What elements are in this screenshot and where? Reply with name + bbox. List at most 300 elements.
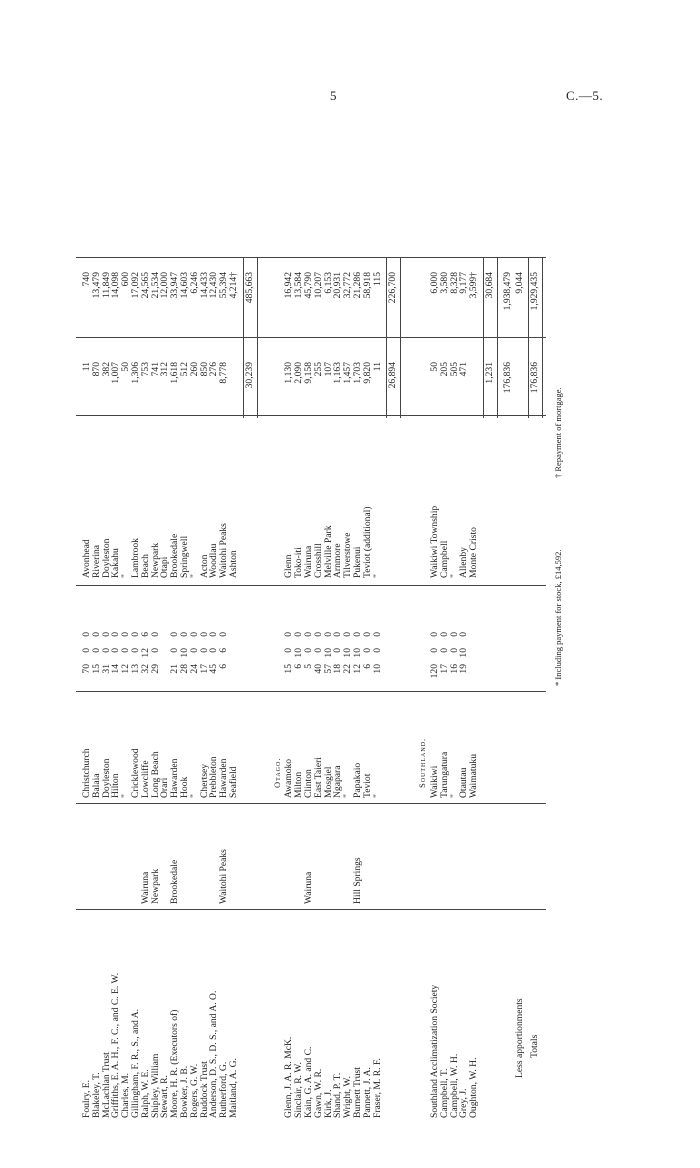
purchase-amount: 21,534	[149, 272, 161, 299]
price-shillings: 0	[361, 648, 373, 653]
price-pence: 0	[81, 632, 92, 637]
price-pence: 0	[208, 632, 220, 637]
owner-name: Fraser, M. R. F.	[371, 1058, 383, 1118]
area-acres: 1,306	[130, 362, 141, 384]
section-heading-southland: Southland.	[417, 737, 428, 788]
owner-name: Rogers, G. W.	[188, 1063, 200, 1118]
purchase-amount: 6,246	[188, 272, 200, 294]
block-name: Avonhead	[81, 539, 92, 578]
owner-name: Shipley, William	[149, 1053, 161, 1118]
owner-name: Pannett, J. A.	[361, 1067, 373, 1118]
block-name: Newpark	[149, 542, 161, 578]
table-row	[92, 118, 102, 1118]
totals-row	[530, 118, 540, 1118]
block-name: Wairuna	[303, 545, 314, 578]
owner-name: Campbell, W. H.	[448, 1053, 460, 1118]
page-reference: C.—5.	[566, 88, 604, 103]
locality: Seafield	[228, 766, 239, 798]
owner-name: Bowker, J. B.	[179, 1065, 190, 1118]
price-pence: 0	[312, 632, 324, 637]
price-pounds: 13	[130, 664, 141, 674]
price-pence: 0	[458, 632, 470, 637]
area-acres: 1,457	[342, 362, 354, 384]
price-pounds: 32	[139, 664, 151, 674]
owner-name: Sinclair, R. W.	[293, 1062, 305, 1118]
farm-name: Hill Springs	[352, 857, 363, 904]
owner-name: Campbell, T.	[438, 1068, 450, 1118]
column-rule	[76, 257, 546, 258]
price-pounds: 40	[312, 664, 324, 674]
price-pounds: 19	[458, 664, 470, 674]
area-acres: 512	[179, 362, 190, 377]
price-pounds: 57	[322, 664, 334, 674]
price-pounds: 29	[149, 664, 161, 674]
footnote-mortgage: † Repayment of mortgage.	[553, 387, 564, 478]
price-shillings: 0	[303, 648, 314, 653]
locality: Balaia	[90, 773, 102, 798]
less-apportionments-amount: 9,044	[513, 272, 525, 294]
area-acres: 11	[81, 362, 92, 372]
area-acres: 8,778	[218, 362, 230, 384]
price-shillings: 10	[342, 648, 354, 658]
table-row	[209, 118, 219, 1118]
table-row	[160, 118, 170, 1118]
block-name: Crosshill	[312, 543, 324, 578]
table-row	[170, 118, 180, 1118]
block-name: "	[188, 574, 200, 578]
block-name: Allenby	[458, 547, 470, 578]
subtotal-amount: 226,700	[387, 272, 399, 304]
price-shillings: 0	[81, 648, 92, 653]
area-acres: 9,820	[361, 362, 373, 384]
block-name: "	[371, 574, 383, 578]
price-pence: 0	[120, 632, 132, 637]
price-shillings: 0	[429, 648, 440, 653]
price-shillings: 0	[100, 648, 112, 653]
area-acres: 2,090	[293, 362, 305, 384]
table-row	[353, 118, 363, 1118]
purchase-amount: 115	[371, 272, 383, 287]
block-name: Waitohi Peaks	[218, 523, 230, 578]
table-row	[373, 118, 383, 1118]
area-acres: 50	[429, 362, 440, 372]
owner-name: Gillingham, F. R., S., and A.	[130, 1008, 141, 1118]
purchase-amount: 13,584	[293, 272, 305, 299]
purchase-amount: 14,603	[179, 272, 190, 299]
area-acres: 753	[139, 362, 151, 377]
price-pence: 0	[371, 632, 383, 637]
area-acres: 1,130	[283, 362, 295, 384]
price-shillings: 0	[448, 648, 460, 653]
area-acres: 741	[149, 362, 161, 377]
table-row	[121, 118, 131, 1118]
locality: Milton	[293, 771, 305, 798]
price-pounds: 45	[208, 664, 220, 674]
owner-name: Shand, P. T.	[332, 1072, 344, 1118]
owner-name: Maitland, A. G.	[228, 1058, 239, 1118]
purchase-amount: 12,000	[159, 272, 171, 299]
locality: Hawarden	[169, 758, 181, 798]
price-shillings: 0	[332, 648, 344, 653]
owner-name: Anderson, D. S., D. S., and A. O.	[208, 990, 220, 1118]
area-acres: 9,158	[303, 362, 314, 384]
block-name: Pukenui	[352, 546, 363, 578]
table-row	[314, 118, 324, 1118]
price-pence: 0	[149, 632, 161, 637]
locality: "	[371, 794, 383, 798]
price-pounds: 14	[110, 664, 122, 674]
locality: Prebbleton	[208, 756, 220, 798]
purchase-amount: 11,849	[100, 272, 112, 299]
owner-name: Griffiths, E. A. H., F. C., and C. E. W.	[110, 972, 122, 1118]
purchase-amount: 740	[81, 272, 92, 287]
block-name: Teviot (additional)	[361, 506, 373, 578]
locality: Ngapara	[332, 765, 344, 798]
purchase-amount: 9,177	[458, 272, 470, 294]
owner-name: Oughton, W. H.	[468, 1057, 480, 1118]
owner-name: Wright, W.	[342, 1076, 354, 1118]
rule	[400, 258, 401, 418]
price-shillings: 0	[90, 648, 102, 653]
block-name: Tilverstowe	[342, 532, 354, 578]
page-number: 5	[330, 88, 337, 103]
area-acres: 382	[100, 362, 112, 377]
table-row	[343, 118, 353, 1118]
locality: Otautau	[458, 767, 470, 798]
table-row	[304, 118, 314, 1118]
block-name: Monte Cristo	[468, 527, 480, 578]
farm-name: Wairuna	[139, 871, 151, 904]
block-name: Kakahu	[110, 548, 122, 578]
area-acres: 260	[188, 362, 200, 377]
purchase-amount: 24,565	[139, 272, 151, 299]
price-pounds: 31	[100, 664, 112, 674]
owner-name: Foulry, E.	[81, 1079, 92, 1118]
locality: Mosgiel	[322, 766, 334, 798]
purchase-amount: 10,207	[312, 272, 324, 299]
price-shillings: 0	[130, 648, 141, 653]
area-acres: 850	[198, 362, 210, 377]
price-shillings: 0	[110, 648, 122, 653]
block-name: Otapi	[159, 556, 171, 578]
price-pence: 0	[438, 632, 450, 637]
purchase-amount: 8,328	[448, 272, 460, 294]
rotated-table-frame	[76, 118, 564, 1118]
table-row	[190, 118, 200, 1118]
table-row	[284, 118, 294, 1118]
price-pounds: 12	[120, 664, 132, 674]
price-pence: 0	[429, 632, 440, 637]
area-acres: 11	[371, 362, 383, 372]
subtotal-area: 1,231	[484, 362, 495, 384]
purchase-amount: 21,286	[352, 272, 363, 299]
price-pence: 0	[188, 632, 200, 637]
table-row	[180, 118, 190, 1118]
price-shillings: 0	[312, 648, 324, 653]
locality: Waimatuku	[468, 754, 480, 798]
column-rule	[76, 415, 546, 416]
locality: Cricklewood	[130, 748, 141, 798]
table-row	[450, 118, 460, 1118]
block-name: Beach	[139, 554, 151, 578]
price-shillings: 0	[283, 648, 295, 653]
area-acres: 205	[438, 362, 450, 377]
table-row	[151, 118, 161, 1118]
purchase-amount: 12,430	[208, 272, 220, 299]
area-acres: 870	[90, 362, 102, 377]
rule	[542, 258, 543, 418]
table-row	[200, 118, 210, 1118]
owner-name: Kain, G. A. and C.	[303, 1046, 314, 1118]
price-shillings: 0	[188, 648, 200, 653]
purchase-amount: 32,772	[342, 272, 354, 299]
locality: Papakaio	[352, 762, 363, 798]
owner-name: Rutherford, G.	[218, 1061, 230, 1118]
table-row	[131, 118, 141, 1118]
farm-name: Waitohi Peaks	[218, 849, 230, 904]
locality: "	[342, 794, 354, 798]
block-name: Ashton	[228, 550, 239, 578]
price-pounds: 24	[188, 664, 200, 674]
totals-area: 176,836	[529, 362, 541, 394]
locality: Hawarden	[218, 758, 230, 798]
price-pence: 0	[130, 632, 141, 637]
area-acres: 50	[120, 362, 132, 372]
block-name: "	[448, 574, 460, 578]
owner-name: McLachlan Trust	[100, 1052, 112, 1118]
owner-name: Ruddock Trust	[198, 1061, 210, 1118]
farm-name: Newpark	[149, 868, 161, 904]
block-name: Waikiwi Township	[429, 505, 440, 578]
price-pounds: 120	[429, 664, 440, 679]
price-pounds: 21	[169, 664, 181, 674]
price-pence: 0	[361, 632, 373, 637]
purchase-amount: 13,479	[90, 272, 102, 299]
locality: Orari	[159, 777, 171, 798]
price-pounds: 6	[361, 664, 373, 669]
subtotal-area: 26,894	[387, 362, 399, 389]
table-row	[102, 118, 112, 1118]
owner-name: Southland Acclimatization Society	[429, 984, 440, 1118]
purchase-amount: 6,153	[322, 272, 334, 294]
owner-name: Stewart, R.	[159, 1075, 171, 1118]
purchase-amount: 16,942	[283, 272, 295, 299]
purchase-amount: 3,580	[438, 272, 450, 294]
footnote-stock: * Including payment for stock, £14,592.	[553, 549, 564, 686]
purchase-amount: 14,433	[198, 272, 210, 299]
subtotal-row	[485, 118, 495, 1118]
owner-name: Ralph, W. E.	[139, 1069, 151, 1118]
locality: "	[188, 794, 200, 798]
grand-total-row	[503, 118, 513, 1118]
price-pence: 0	[169, 632, 181, 637]
price-pounds: 15	[90, 664, 102, 674]
price-pence: 0	[322, 632, 334, 637]
block-name: Doyleston	[100, 538, 112, 578]
table-row	[469, 118, 479, 1118]
farm-name: Brookedale	[169, 859, 181, 904]
price-shillings: 10	[293, 648, 305, 658]
purchase-amount: 58,918	[361, 272, 373, 299]
price-pounds: 17	[198, 664, 210, 674]
price-shillings: 10	[352, 648, 363, 658]
purchase-amount: 600	[120, 272, 132, 287]
price-pence: 0	[100, 632, 112, 637]
locality: "	[120, 794, 132, 798]
price-pounds: 17	[438, 664, 450, 674]
locality: Long Beach	[149, 751, 161, 798]
owner-name: Moore, H. R. (Executors of)	[169, 1009, 181, 1118]
locality: Hook	[179, 776, 190, 798]
price-shillings: 10	[458, 648, 470, 658]
owner-name: Kirk, J.	[322, 1089, 334, 1118]
block-name: Brookedale	[169, 533, 181, 578]
price-pounds: 70	[81, 664, 92, 674]
price-pounds: 16	[448, 664, 460, 674]
locality: Hilton	[110, 773, 122, 798]
price-shillings: 6	[218, 648, 230, 653]
owner-name: Glenn, J. A. R. McK.	[283, 1036, 295, 1118]
purchase-amount: 33,947	[169, 272, 181, 299]
table-row	[324, 118, 334, 1118]
table-row	[333, 118, 343, 1118]
table-row	[363, 118, 373, 1118]
area-acres: 1,618	[169, 362, 181, 384]
totals-label: Totals	[529, 1034, 541, 1058]
purchase-amount: 55,394	[218, 272, 230, 299]
price-pounds: 18	[332, 664, 344, 674]
area-acres: 1,163	[332, 362, 344, 384]
price-pence: 0	[303, 632, 314, 637]
purchase-amount: 20,931	[332, 272, 344, 299]
price-pence: 0	[293, 632, 305, 637]
block-name: Arnmore	[332, 543, 344, 578]
locality: "	[448, 794, 460, 798]
price-pounds: 28	[179, 664, 190, 674]
purchase-amount: 17,092	[130, 272, 141, 299]
column-rule	[76, 691, 546, 692]
grand-amount: 1,938,479	[501, 272, 513, 311]
block-name: Riverina	[90, 544, 102, 578]
owner-name: Burnett Trust	[352, 1067, 363, 1118]
price-shillings: 0	[208, 648, 220, 653]
column-rule	[76, 337, 546, 338]
farm-name: Wairuna	[303, 871, 314, 904]
locality: Chertsey	[198, 763, 210, 798]
section-heading-otago: Otago.	[271, 757, 282, 788]
table-row	[459, 118, 469, 1118]
locality: Tarungatura	[438, 751, 450, 798]
locality: Clinton	[303, 769, 314, 798]
price-shillings: 0	[198, 648, 210, 653]
price-shillings: 0	[371, 648, 383, 653]
area-acres: 1,703	[352, 362, 363, 384]
price-pence: 0	[448, 632, 460, 637]
locality: Christchurch	[81, 748, 92, 798]
column-rule	[76, 585, 546, 586]
block-name: Acton	[198, 554, 210, 578]
area-acres: 312	[159, 362, 171, 377]
block-name: Toko-iti	[293, 547, 305, 578]
purchase-amount: 6,000	[429, 272, 440, 294]
price-pounds: 5	[303, 664, 314, 669]
block-name: Glenn	[283, 554, 295, 578]
locality: East Taieri	[312, 757, 324, 798]
rule	[257, 258, 258, 418]
locality: Teviot	[361, 773, 373, 798]
block-name: Lambrook	[130, 538, 141, 578]
column-rule	[76, 803, 546, 804]
purchase-amount: 14,098	[110, 272, 122, 299]
block-name: Melville Park	[322, 525, 334, 578]
price-pence: 0	[90, 632, 102, 637]
area-acres: 107	[322, 362, 334, 377]
price-pence: 0	[283, 632, 295, 637]
price-pence: 0	[110, 632, 122, 637]
grand-area: 176,836	[501, 362, 513, 394]
price-pounds: 6	[218, 664, 230, 669]
less-apportionments-label: Less apportionments	[513, 998, 525, 1078]
owner-name: Blakeley, T.	[90, 1072, 102, 1118]
block-name: Woodlau	[208, 543, 220, 578]
price-pence: 0	[218, 632, 230, 637]
area-acres: 1,007	[110, 362, 122, 384]
price-shillings: 0	[149, 648, 161, 653]
price-shillings: 0	[120, 648, 132, 653]
subtotal-area: 30,239	[243, 362, 255, 389]
locality: Waikiwi	[429, 765, 440, 798]
rule	[497, 258, 498, 418]
block-name: Campbell	[438, 540, 450, 578]
table-row	[111, 118, 121, 1118]
price-pence: 0	[198, 632, 210, 637]
price-pence: 0	[342, 632, 354, 637]
estates-table	[76, 118, 564, 1118]
subtotal-row	[245, 118, 255, 1118]
table-row	[141, 118, 151, 1118]
table-row	[294, 118, 304, 1118]
price-shillings: 0	[438, 648, 450, 653]
subtotal-row	[388, 118, 398, 1118]
purchase-amount: 3,599†	[468, 272, 480, 299]
subtotal-amount: 30,684	[484, 272, 495, 299]
price-shillings: 12	[139, 648, 151, 658]
locality: Doyleston	[100, 758, 112, 798]
table-row	[440, 118, 450, 1118]
table-row	[219, 118, 229, 1118]
price-pounds: 6	[293, 664, 305, 669]
block-name: "	[120, 574, 132, 578]
owner-name: Grey, J.	[458, 1088, 470, 1118]
area-acres: 255	[312, 362, 324, 377]
price-pence: 0	[179, 632, 190, 637]
price-shillings: 10	[322, 648, 334, 658]
area-acres: 471	[458, 362, 470, 377]
table-row	[430, 118, 440, 1118]
table-row	[229, 118, 239, 1118]
price-pounds: 22	[342, 664, 354, 674]
price-shillings: 10	[179, 648, 190, 658]
price-pounds: 10	[371, 664, 383, 674]
totals-amount: 1,929,435	[529, 272, 541, 311]
owner-name: Gawn, W. R.	[312, 1068, 324, 1118]
purchase-amount: 4,214†	[228, 272, 239, 299]
locality: Awamoko	[283, 758, 295, 798]
block-name: Springwell	[179, 535, 190, 578]
less-apportionments-row	[515, 118, 525, 1118]
price-pence: 0	[352, 632, 363, 637]
price-shillings: 0	[169, 648, 181, 653]
